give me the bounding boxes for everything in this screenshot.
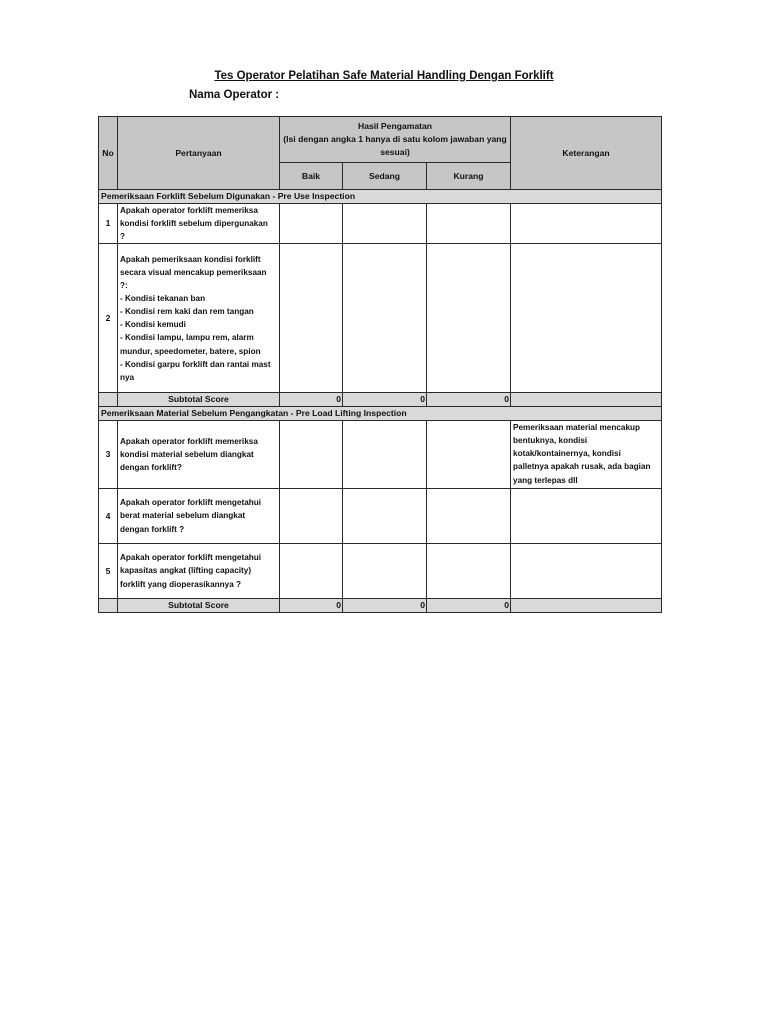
- header-pertanyaan: Pertanyaan: [118, 117, 280, 190]
- answer-sedang-cell[interactable]: [343, 544, 427, 599]
- question-cell: [118, 244, 280, 393]
- answer-kurang-cell[interactable]: [427, 489, 511, 544]
- question-line: mundur, speedometer, batere, spion: [120, 346, 261, 356]
- answer-kurang-cell[interactable]: [427, 544, 511, 599]
- subtotal-label: Subtotal Score: [118, 393, 280, 407]
- answer-kurang-cell[interactable]: [427, 421, 511, 489]
- note-line: palletnya apakah rusak, ada bagian: [513, 462, 651, 472]
- answer-sedang-cell[interactable]: [343, 421, 427, 489]
- header-baik: Baik: [280, 163, 343, 190]
- section-title: Pemeriksaan Forklift Sebelum Digunakan - Pre Use Inspection: [99, 190, 662, 204]
- answer-baik-cell[interactable]: [280, 244, 343, 393]
- answer-sedang-cell[interactable]: [343, 203, 427, 243]
- question-line: dengan forklift ?: [120, 524, 185, 534]
- subtotal-baik: 0: [280, 599, 343, 613]
- inspection-table: [98, 116, 662, 613]
- question-cell: [118, 489, 280, 544]
- subtotal-sedang: 0: [343, 599, 427, 613]
- answer-baik-cell[interactable]: [280, 544, 343, 599]
- question-line: forklift yang dioperasikannya ?: [120, 579, 242, 589]
- note-line: yang terlepas dll: [513, 475, 578, 485]
- subtotal-label: Subtotal Score: [118, 599, 280, 613]
- table-row: [99, 544, 662, 599]
- question-line: - Kondisi lampu, lampu rem, alarm: [120, 333, 254, 343]
- row-number: 5: [99, 544, 118, 599]
- keterangan-cell[interactable]: [511, 203, 662, 243]
- keterangan-cell[interactable]: [511, 489, 662, 544]
- question-line: secara visual mencakup pemeriksaan: [120, 267, 267, 277]
- table-row: [99, 489, 662, 544]
- subtotal-baik: 0: [280, 393, 343, 407]
- row-number: 2: [99, 244, 118, 393]
- question-line: - Kondisi kemudi: [120, 320, 186, 330]
- header-no: No: [99, 117, 118, 190]
- answer-baik-cell[interactable]: [280, 489, 343, 544]
- operator-name-label: Nama Operator :: [189, 89, 280, 101]
- subtotal-row: [99, 599, 662, 613]
- row-number: 3: [99, 421, 118, 489]
- table-row: [99, 203, 662, 243]
- subtotal-sedang: 0: [343, 393, 427, 407]
- answer-baik-cell[interactable]: [280, 203, 343, 243]
- keterangan-cell[interactable]: [511, 421, 662, 489]
- section-title: Pemeriksaan Material Sebelum Pengangkatan - Pre Load Lifting Inspection: [99, 407, 662, 421]
- question-line: kondisi material sebelum diangkat: [120, 449, 254, 459]
- question-line: dengan forklift?: [120, 463, 182, 473]
- keterangan-cell[interactable]: [511, 244, 662, 393]
- question-line: - Kondisi garpu forklift dan rantai mast: [120, 359, 271, 369]
- subtotal-row: [99, 393, 662, 407]
- question-line: - Kondisi tekanan ban: [120, 294, 206, 304]
- note-line: Pemeriksaan material mencakup: [513, 423, 641, 433]
- page-title: Tes Operator Pelatihan Safe Material Handling Dengan Forklift: [214, 70, 554, 82]
- question-line: berat material sebelum diangkat: [120, 511, 246, 521]
- question-line: kondisi forklift sebelum dipergunakan: [120, 219, 268, 229]
- question-cell: [118, 544, 280, 599]
- header-hasil-pengamatan: [280, 117, 511, 163]
- row-number: 1: [99, 203, 118, 243]
- question-line: Apakah operator forklift memeriksa: [120, 436, 258, 446]
- note-line: kotak/kontainernya, kondisi: [513, 449, 621, 459]
- header-sedang: Sedang: [343, 163, 427, 190]
- question-line: Apakah operator forklift memeriksa: [120, 205, 258, 215]
- question-line: ?: [120, 232, 126, 242]
- header-keterangan: Keterangan: [511, 117, 662, 190]
- row-number: 4: [99, 489, 118, 544]
- subtotal-kurang: 0: [427, 599, 511, 613]
- question-cell: [118, 421, 280, 489]
- table-row: [99, 421, 662, 489]
- question-cell: [118, 203, 280, 243]
- note-line: bentuknya, kondisi: [513, 436, 588, 446]
- question-line: Apakah operator forklift mengetahui: [120, 553, 262, 563]
- header-hasil-instruction: (Isi dengan angka 1 hanya di satu kolom jawaban yang sesuai): [283, 134, 507, 157]
- answer-kurang-cell[interactable]: [427, 244, 511, 393]
- answer-sedang-cell[interactable]: [343, 244, 427, 393]
- question-line: Apakah pemeriksaan kondisi forklift: [120, 254, 261, 264]
- question-line: kapasitas angkat (lifting capacity): [120, 566, 252, 576]
- header-kurang: Kurang: [427, 163, 511, 190]
- question-line: Apakah operator forklift mengetahui: [120, 498, 262, 508]
- keterangan-cell[interactable]: [511, 544, 662, 599]
- question-line: nya: [120, 372, 135, 382]
- answer-kurang-cell[interactable]: [427, 203, 511, 243]
- answer-baik-cell[interactable]: [280, 421, 343, 489]
- header-hasil-title: Hasil Pengamatan: [358, 121, 433, 132]
- subtotal-kurang: 0: [427, 393, 511, 407]
- question-line: ?:: [120, 280, 128, 290]
- question-line: - Kondisi rem kaki dan rem tangan: [120, 307, 254, 317]
- answer-sedang-cell[interactable]: [343, 489, 427, 544]
- table-row: [99, 244, 662, 393]
